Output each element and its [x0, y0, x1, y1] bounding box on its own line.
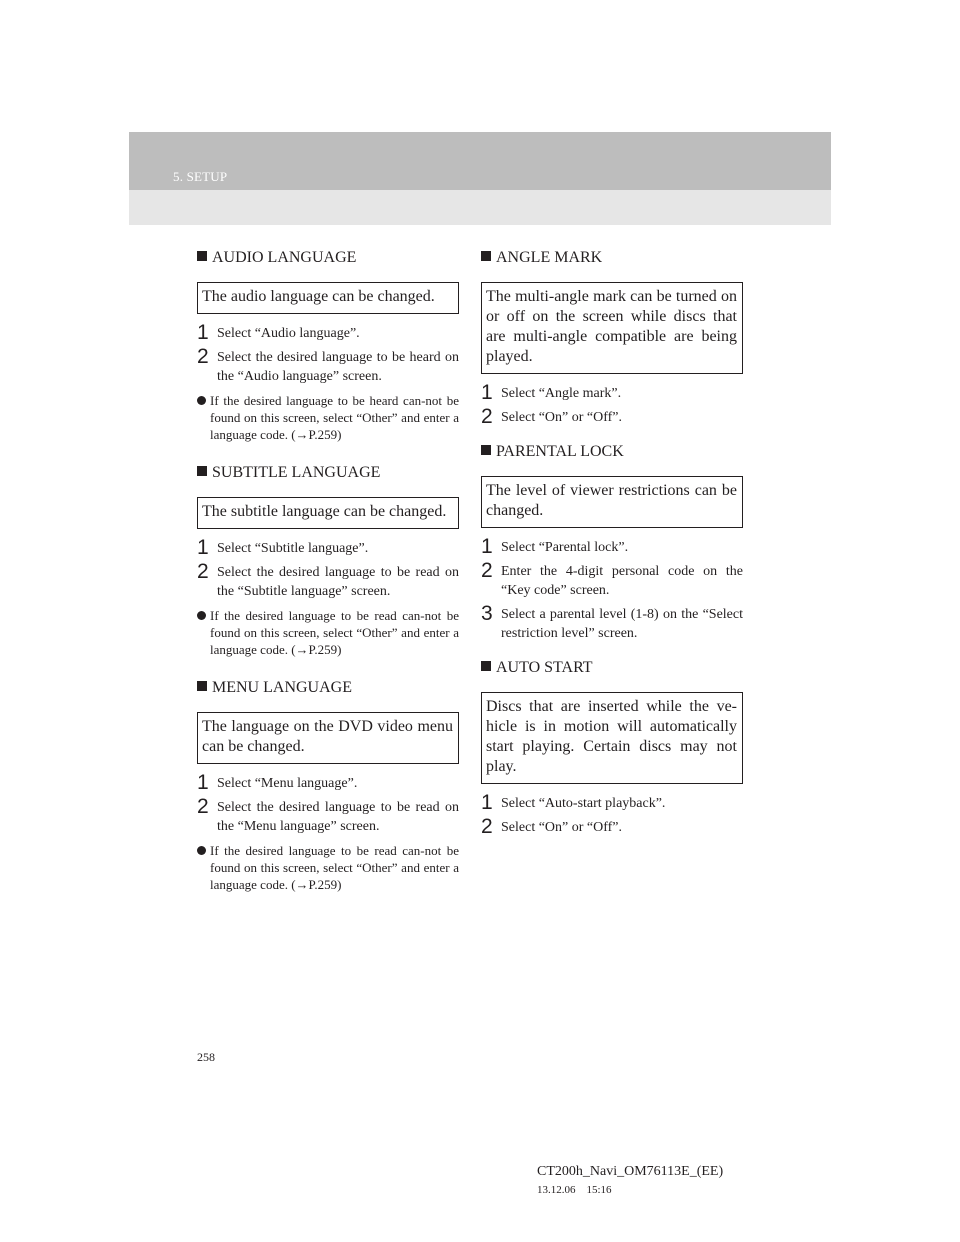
right-column: [481, 248, 743, 842]
step-text: Select “On” or “Off”.: [501, 820, 623, 835]
audio-language-box: The audio language can be changed.: [197, 282, 459, 314]
step-number: 1: [197, 321, 209, 344]
step: [197, 771, 459, 794]
square-bullet-icon: [197, 251, 207, 261]
bullet-dot-icon: [197, 396, 206, 405]
step-text: Select the desired language to be read on the “Subtitle language” screen.: [217, 565, 459, 599]
step: [197, 560, 459, 601]
print-time: 15:16: [586, 1184, 612, 1196]
note: [197, 607, 459, 658]
step-text: Select a parental level (1-8) on the “Select restriction level” screen.: [501, 607, 743, 641]
left-column: [197, 248, 459, 893]
step: [481, 405, 743, 428]
step-text: Select “On” or “Off”.: [501, 410, 623, 425]
step: [481, 791, 743, 814]
step-number: 1: [197, 536, 209, 559]
section-title: 5. SETUP: [173, 169, 228, 184]
step-number: 2: [481, 559, 493, 582]
step-number: 2: [197, 345, 209, 368]
bullet-dot-icon: [197, 846, 206, 855]
bullet-dot-icon: [197, 611, 206, 620]
step: [481, 602, 743, 643]
note: [197, 392, 459, 443]
square-bullet-icon: [197, 466, 207, 476]
step-text: Enter the 4-digit personal code on the “Key code” screen.: [501, 564, 743, 598]
auto-start-box: Discs that are inserted while the ve-hicle is in motion will automatically start playing. Certain discs may not play.: [481, 692, 743, 784]
heading-text: AUDIO LANGUAGE: [212, 249, 357, 266]
step-text: Select “Subtitle language”.: [217, 541, 369, 556]
print-date: 13.12.06: [537, 1184, 576, 1196]
header-bar: [129, 132, 831, 190]
heading-text: SUBTITLE LANGUAGE: [212, 464, 381, 481]
note-text: If the desired language to be read can-not be found on this screen, select “Other” and enter a language code. (→P.259): [210, 843, 459, 892]
note-text: If the desired language to be read can-not be found on this screen, select “Other” and enter a language code. (→P.259): [210, 608, 459, 657]
step-text: Select “Angle mark”.: [501, 386, 622, 401]
step: [197, 345, 459, 386]
step-text: Select “Parental lock”.: [501, 540, 629, 555]
step-number: 2: [197, 560, 209, 583]
square-bullet-icon: [481, 661, 491, 671]
parental-lock-box: The level of viewer restrictions can be changed.: [481, 476, 743, 528]
square-bullet-icon: [481, 445, 491, 455]
print-timestamp: [537, 1184, 612, 1196]
angle-mark-box: The multi-angle mark can be turned on or off on the screen while discs that are multi-angle compatible are being played.: [481, 282, 743, 374]
auto-start-heading: [481, 658, 743, 678]
step-number: 3: [481, 602, 493, 625]
header-band: [129, 190, 831, 225]
step-text: Select “Menu language”.: [217, 776, 358, 791]
step-text: Select the desired language to be heard on the “Audio language” screen.: [217, 350, 459, 384]
parental-lock-heading: [481, 442, 743, 462]
heading-text: ANGLE MARK: [496, 249, 603, 266]
step-number: 2: [481, 815, 493, 838]
step-number: 1: [197, 771, 209, 794]
step: [481, 535, 743, 558]
menu-language-box: The language on the DVD video menu can be changed.: [197, 712, 459, 764]
subtitle-language-heading: [197, 463, 459, 483]
square-bullet-icon: [481, 251, 491, 261]
angle-mark-heading: [481, 248, 743, 268]
step-text: Select “Audio language”.: [217, 326, 360, 341]
note-text: If the desired language to be heard can-not be found on this screen, select “Other” and enter a language code. (→P.259): [210, 393, 459, 442]
step: [197, 795, 459, 836]
step-text: Select the desired language to be read on the “Menu language” screen.: [217, 800, 459, 834]
heading-text: PARENTAL LOCK: [496, 443, 624, 460]
step: [481, 559, 743, 600]
menu-language-heading: [197, 678, 459, 698]
note: [197, 842, 459, 893]
step-number: 1: [481, 381, 493, 404]
step: [481, 815, 743, 838]
step-number: 1: [481, 535, 493, 558]
heading-text: AUTO START: [496, 659, 593, 676]
audio-language-heading: [197, 248, 459, 268]
step-text: Select “Auto-start playback”.: [501, 796, 666, 811]
page-number: 258: [197, 1050, 215, 1064]
step: [197, 321, 459, 344]
step-number: 1: [481, 791, 493, 814]
document-id: CT200h_Navi_OM76113E_(EE): [537, 1164, 724, 1179]
step: [481, 381, 743, 404]
heading-text: MENU LANGUAGE: [212, 679, 352, 696]
square-bullet-icon: [197, 681, 207, 691]
step-number: 2: [197, 795, 209, 818]
subtitle-language-box: The subtitle language can be changed.: [197, 497, 459, 529]
step-number: 2: [481, 405, 493, 428]
step: [197, 536, 459, 559]
